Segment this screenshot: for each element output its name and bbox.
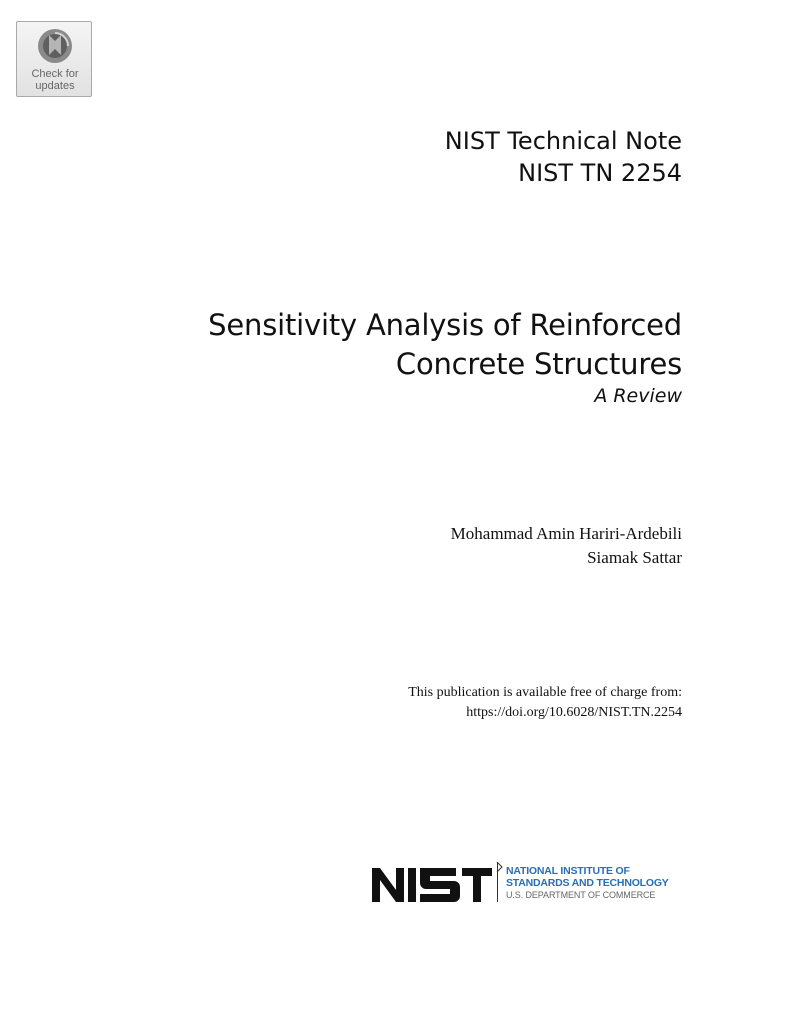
author-name: Mohammad Amin Hariri-Ardebili — [450, 524, 682, 543]
author-list — [451, 522, 682, 570]
series-heading — [445, 125, 682, 189]
series-name: NIST Technical Note — [444, 127, 682, 155]
badge-line-1: Check for — [31, 68, 79, 80]
nist-logo — [372, 862, 684, 906]
availability-note — [408, 683, 682, 723]
availability-text: This publication is available free of charge from: — [408, 685, 682, 700]
title-line-2: Concrete Structures — [395, 347, 682, 381]
document-title — [208, 306, 682, 384]
agency-name — [506, 865, 669, 901]
report-number: NIST TN 2254 — [518, 159, 682, 187]
check-for-updates-icon — [36, 27, 74, 65]
agency-line-1: NATIONAL INSTITUTE OF — [506, 865, 630, 877]
badge-line-2: updates — [35, 80, 75, 92]
chevron-right-icon — [496, 862, 504, 872]
check-for-updates-badge[interactable] — [16, 21, 92, 97]
doi-link[interactable]: https://doi.org/10.6028/NIST.TN.2254 — [466, 705, 682, 720]
document-subtitle: A Review — [594, 385, 682, 407]
agency-line-2: STANDARDS AND TECHNOLOGY — [506, 877, 669, 889]
title-line-1: Sensitivity Analysis of Reinforced — [208, 308, 682, 342]
author-name: Siamak Sattar — [587, 548, 682, 567]
check-for-updates-label — [17, 68, 93, 92]
nist-wordmark-icon — [372, 868, 492, 902]
department-name: U.S. DEPARTMENT OF COMMERCE — [506, 890, 656, 900]
